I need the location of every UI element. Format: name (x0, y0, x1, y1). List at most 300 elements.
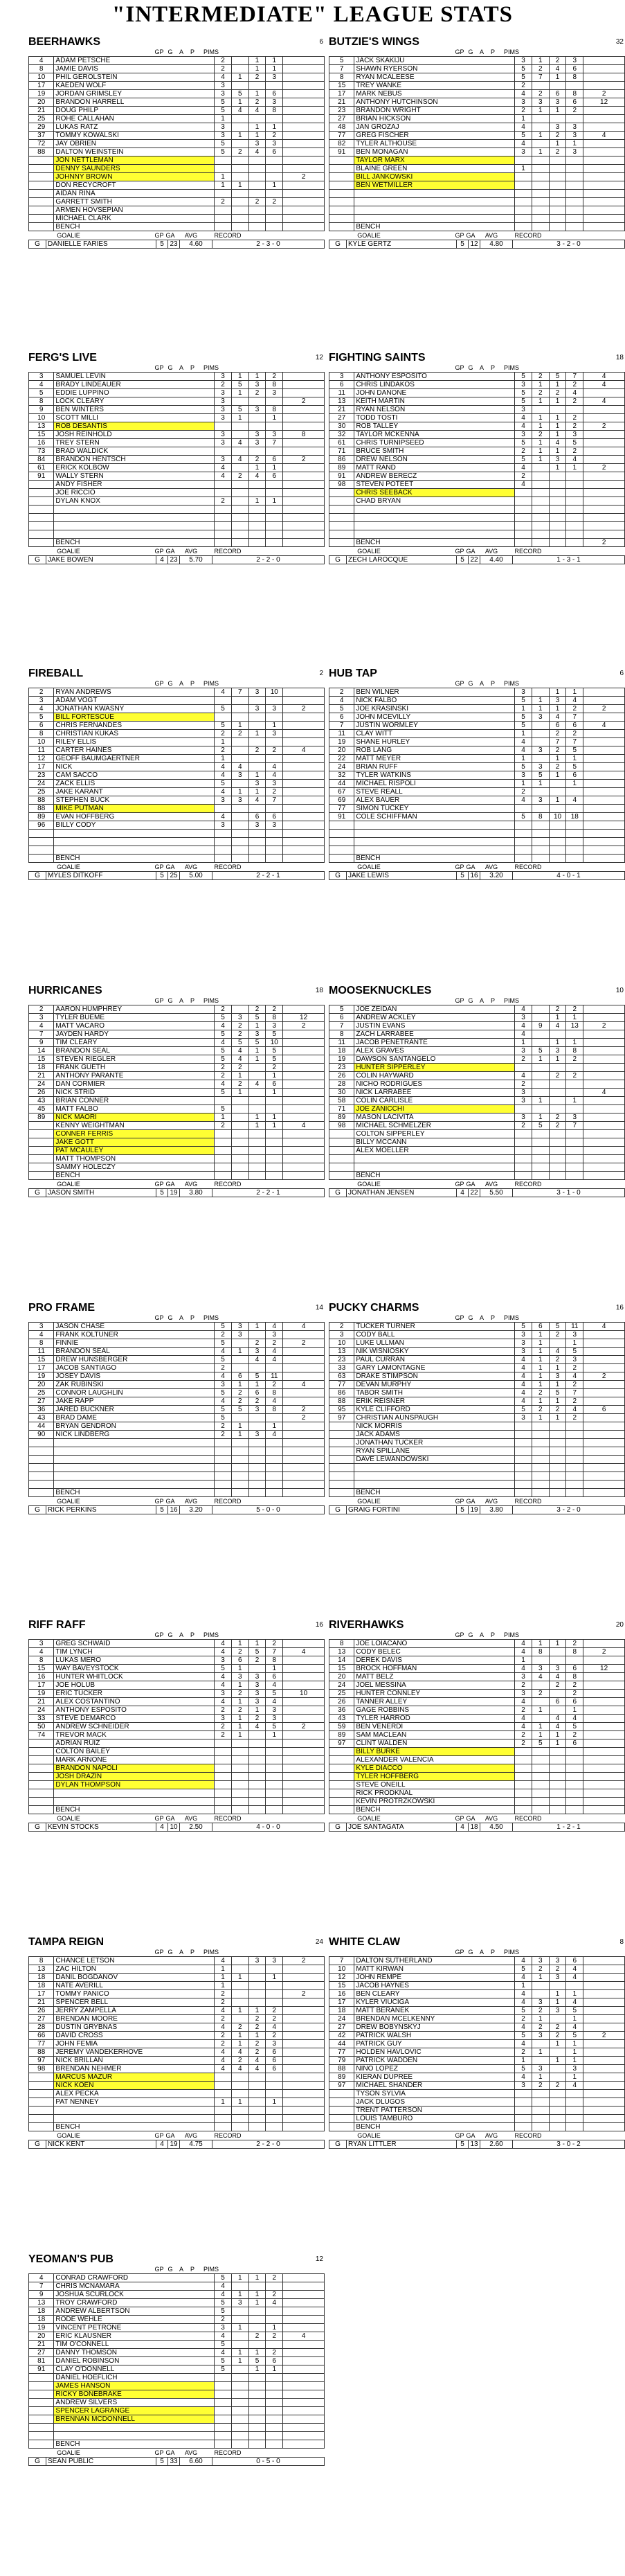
player-name: BENCH (354, 539, 515, 547)
points (566, 830, 583, 838)
penalty-minutes (283, 713, 325, 722)
jersey-number: 10 (29, 738, 54, 746)
goalie-games-played: 5 (457, 240, 469, 249)
jersey-number: 71 (329, 1105, 354, 1113)
goals: 1 (532, 2048, 549, 2057)
goals: 1 (532, 1731, 549, 1739)
points (266, 805, 283, 813)
penalty-minutes (583, 1739, 625, 1748)
games-played: 4 (515, 746, 532, 755)
assists (549, 215, 566, 223)
column-header-a: A (179, 1949, 183, 1956)
player-row (29, 1706, 325, 1715)
player-row (329, 780, 625, 788)
assists: 1 (248, 2291, 266, 2299)
player-name: CODY BELEC (354, 1648, 515, 1656)
goals (532, 2040, 549, 2048)
player-row (329, 1648, 625, 1656)
column-header-g: G (468, 364, 473, 371)
penalty-minutes: 2 (283, 1406, 325, 1414)
column-header-a: A (179, 364, 183, 371)
assists (549, 1339, 566, 1348)
games-played: 2 (215, 497, 232, 506)
player-name: CHRIS SEEBACK (354, 489, 515, 497)
goals: 1 (231, 1731, 248, 1739)
penalty-minutes (283, 414, 325, 422)
penalty-minutes (583, 1781, 625, 1789)
jersey-number: 43 (29, 1097, 54, 1105)
player-row (29, 1957, 325, 1965)
goalie-header-gp: GP (455, 1498, 464, 1505)
goals: 1 (532, 780, 549, 788)
player-row (29, 148, 325, 156)
goals (231, 813, 248, 821)
goals: 1 (231, 98, 248, 107)
player-row (29, 2390, 325, 2399)
assists: 6 (549, 90, 566, 98)
player-name (54, 2107, 215, 2115)
player-row (329, 688, 625, 697)
player-row (329, 2115, 625, 2123)
points (266, 1172, 283, 1180)
assists: 3 (549, 98, 566, 107)
player-name: JONATHAN KWASNY (54, 705, 215, 713)
player-name: BEN CLEARY (354, 1990, 515, 1998)
jersey-number (29, 1764, 54, 1773)
penalty-minutes (583, 688, 625, 697)
player-name: STEPHEN BUCK (54, 796, 215, 805)
player-name: NINO LOPEZ (354, 2065, 515, 2073)
player-row (29, 1005, 325, 1014)
player-row (29, 1456, 325, 1464)
points (266, 481, 283, 489)
player-name: HUNTER SIPPERLEY (354, 1064, 515, 1072)
games-played (215, 530, 232, 539)
points: 1 (566, 1706, 583, 1715)
jersey-number: 91 (329, 148, 354, 156)
goalie-header-avg: AVG (484, 1498, 498, 1505)
goals (231, 206, 248, 215)
penalty-minutes (583, 1673, 625, 1681)
points (266, 539, 283, 547)
player-name: STEVEN RIEGLER (54, 1055, 215, 1064)
games-played (515, 1472, 532, 1481)
player-row (29, 1640, 325, 1648)
penalty-minutes (283, 1039, 325, 1047)
goals (532, 123, 549, 132)
player-row (29, 2123, 325, 2131)
penalty-minutes (283, 2115, 325, 2123)
team-points: 10 (615, 987, 624, 994)
points (266, 422, 283, 431)
penalty-minutes: 2 (283, 1022, 325, 1030)
assists (248, 2082, 266, 2090)
goals (231, 855, 248, 863)
assists (549, 1656, 566, 1665)
jersey-number (29, 489, 54, 497)
points (266, 1147, 283, 1155)
penalty-minutes (583, 173, 625, 181)
jersey-number (29, 1147, 54, 1155)
goals (532, 1472, 549, 1481)
points (566, 1089, 583, 1097)
games-played (515, 1789, 532, 1798)
points: 2 (266, 2274, 283, 2282)
goalie-games-played: 5 (156, 2458, 168, 2466)
points: 13 (566, 1022, 583, 1030)
goalie-header-record: RECORD (514, 1498, 542, 1505)
goals: 5 (231, 381, 248, 389)
points (566, 1422, 583, 1431)
games-played: 3 (515, 381, 532, 389)
penalty-minutes (283, 198, 325, 206)
jersey-number: 3 (29, 1014, 54, 1022)
player-name: SAM MACLEAN (354, 1731, 515, 1739)
column-header-gp: GP (154, 680, 164, 687)
points: 1 (266, 1974, 283, 1982)
games-played (215, 489, 232, 497)
goals (231, 1781, 248, 1789)
penalty-minutes (283, 1806, 325, 1814)
column-header-p: P (490, 364, 495, 371)
assists (248, 838, 266, 846)
goals (231, 2415, 248, 2424)
penalty-minutes (283, 1781, 325, 1789)
games-played (515, 223, 532, 231)
penalty-minutes: 2 (283, 1990, 325, 1998)
player-name: MICHAEL RISPOLI (354, 780, 515, 788)
points (566, 472, 583, 481)
penalty-minutes (283, 796, 325, 805)
assists: 4 (248, 148, 266, 156)
player-name: TYLER ALTHOUSE (354, 140, 515, 148)
player-row (329, 2015, 625, 2023)
goals (231, 1155, 248, 1163)
player-name: DYLAN THOMPSON (54, 1781, 215, 1789)
player-name: ERIC KLAUSNER (54, 2332, 215, 2341)
assists: 1 (248, 373, 266, 381)
jersey-number (329, 223, 354, 231)
goals (532, 830, 549, 838)
assists (549, 165, 566, 173)
points (266, 2073, 283, 2082)
column-header-gp: GP (154, 48, 164, 55)
player-name: BENCH (54, 2440, 215, 2449)
penalty-minutes (283, 1489, 325, 1497)
games-played: 4 (515, 90, 532, 98)
jersey-number (29, 1122, 54, 1130)
player-row (29, 2065, 325, 2073)
player-name: JEREMY VANDEKERHOVE (54, 2048, 215, 2057)
games-played (515, 1138, 532, 1147)
penalty-minutes (583, 1030, 625, 1039)
player-name: LOCK CLEARY (54, 397, 215, 406)
points (566, 1080, 583, 1089)
games-played (215, 1756, 232, 1764)
penalty-minutes (583, 2048, 625, 2057)
points: 3 (566, 1113, 583, 1122)
assists (549, 1138, 566, 1147)
column-header-pims: PIMS (203, 2266, 219, 2273)
penalty-minutes (283, 447, 325, 456)
player-row (329, 1414, 625, 1422)
jersey-number: 7 (329, 1957, 354, 1965)
games-played: 3 (515, 148, 532, 156)
goalie-row (29, 556, 325, 564)
player-row (29, 780, 325, 788)
assists (549, 1155, 566, 1163)
goals (231, 2307, 248, 2316)
points: 2 (566, 381, 583, 389)
player-name: BENCH (54, 2123, 215, 2131)
goals (532, 206, 549, 215)
games-played: 4 (515, 1072, 532, 1080)
goals (532, 115, 549, 123)
player-name: ADAM PETSCHE (54, 57, 215, 65)
penalty-minutes (283, 1656, 325, 1665)
jersey-number: 63 (329, 1372, 354, 1381)
goals (231, 123, 248, 132)
goalie-header-record: RECORD (214, 1815, 242, 1822)
assists: 5 (248, 1039, 266, 1047)
player-row (29, 431, 325, 439)
goals-against: 12 (469, 240, 480, 249)
jersey-number: 69 (329, 796, 354, 805)
goals (231, 1764, 248, 1773)
player-row (29, 2040, 325, 2048)
goalie-header-avg: AVG (184, 1815, 198, 1822)
assists: 1 (549, 705, 566, 713)
assists (248, 522, 266, 530)
games-played: 2 (515, 788, 532, 796)
points (266, 1756, 283, 1764)
points: 5 (266, 1030, 283, 1039)
column-header-g: G (167, 1631, 173, 1638)
penalty-minutes: 4 (283, 1323, 325, 1331)
goals: 1 (231, 2324, 248, 2332)
player-name: BENCH (54, 223, 215, 231)
assists: 1 (248, 123, 266, 132)
games-played (515, 1489, 532, 1497)
jersey-number: 98 (29, 2065, 54, 2073)
player-row (29, 414, 325, 422)
penalty-minutes (583, 2123, 625, 2131)
jersey-number: 18 (29, 1064, 54, 1072)
penalty-minutes (283, 2291, 325, 2299)
player-name: ANTHONY PARANTE (54, 1072, 215, 1080)
player-row (29, 1113, 325, 1122)
jersey-number: 23 (329, 107, 354, 115)
player-row (29, 1072, 325, 1080)
player-row (329, 1422, 625, 1431)
assists: 1 (549, 464, 566, 472)
player-row (29, 1748, 325, 1756)
player-name (354, 530, 515, 539)
goals (231, 1105, 248, 1113)
assists (248, 1789, 266, 1798)
player-row (29, 82, 325, 90)
games-played: 5 (215, 1339, 232, 1348)
games-played (215, 422, 232, 431)
goals (231, 522, 248, 530)
player-name: ALEX COSTANTINO (54, 1698, 215, 1706)
goals: 2 (231, 472, 248, 481)
games-played: 2 (215, 1122, 232, 1130)
player-name: KYLE DIACCO (354, 1764, 515, 1773)
assists: 2 (248, 1005, 266, 1014)
player-name: BRENDAN MOORE (54, 2015, 215, 2023)
points: 4 (266, 771, 283, 780)
player-row (29, 506, 325, 514)
goals: 1 (231, 389, 248, 397)
penalty-minutes (283, 2390, 325, 2399)
jersey-number: 86 (329, 1389, 354, 1397)
penalty-minutes (283, 481, 325, 489)
player-name: JAMES HANSON (54, 2382, 215, 2390)
jersey-number: 4 (29, 1648, 54, 1656)
penalty-minutes (283, 1998, 325, 2007)
jersey-number: 21 (29, 107, 54, 115)
goalie-header-gp: GP (154, 1181, 164, 1188)
goals (231, 2332, 248, 2341)
points (266, 846, 283, 855)
goalie-header-gp: GP (455, 232, 464, 239)
jersey-number: 4 (29, 57, 54, 65)
team-block (329, 352, 625, 564)
games-played: 5 (215, 722, 232, 730)
goals (231, 506, 248, 514)
player-name: BEN VENERDI (354, 1723, 515, 1731)
points: 8 (566, 1648, 583, 1656)
games-played (515, 156, 532, 165)
jersey-number: 21 (29, 2341, 54, 2349)
column-header-pims: PIMS (203, 1314, 219, 1321)
goals (532, 1982, 549, 1990)
column-header-pims: PIMS (203, 48, 219, 55)
games-played: 5 (215, 1665, 232, 1673)
games-played: 5 (515, 2032, 532, 2040)
goals: 3 (532, 98, 549, 107)
goals: 3 (532, 746, 549, 755)
column-header-g: G (167, 364, 173, 371)
jersey-number: 44 (29, 1422, 54, 1431)
jersey-number: 18 (29, 1982, 54, 1990)
jersey-number: 13 (29, 422, 54, 431)
player-name: AARON HUMPHREY (54, 1005, 215, 1014)
games-played: 5 (215, 98, 232, 107)
penalty-minutes (583, 1764, 625, 1773)
goals: 2 (532, 1389, 549, 1397)
points (566, 1431, 583, 1439)
goals: 4 (231, 2065, 248, 2073)
penalty-minutes: 2 (583, 1372, 625, 1381)
column-header-gp: GP (455, 1631, 464, 1638)
player-name: RICK PRODKNAL (354, 1789, 515, 1798)
penalty-minutes (583, 181, 625, 190)
player-row (329, 156, 625, 165)
penalty-minutes (283, 514, 325, 522)
assists (248, 2432, 266, 2440)
goalie-row (29, 1189, 325, 1197)
team-block (28, 1619, 325, 1832)
assists: 1 (549, 1055, 566, 1064)
points: 7 (566, 713, 583, 722)
points: 2 (566, 414, 583, 422)
assists: 2 (248, 1339, 266, 1348)
goals (231, 489, 248, 497)
goalie-header-ga: GA (165, 1181, 175, 1188)
player-name: ROB DESANTIS (54, 422, 215, 431)
points: 3 (266, 98, 283, 107)
points: 6 (266, 1080, 283, 1089)
assists (549, 846, 566, 855)
player-name: JAY OBRIEN (54, 140, 215, 148)
points: 3 (566, 1331, 583, 1339)
goals (231, 2424, 248, 2432)
goalie-header (28, 2131, 325, 2140)
player-row (329, 481, 625, 489)
goals (231, 422, 248, 431)
player-name: DREW BOBYNSKYJ (354, 2023, 515, 2032)
points: 1 (266, 1122, 283, 1130)
player-row (29, 1422, 325, 1431)
penalty-minutes (283, 1706, 325, 1715)
goals (532, 2123, 549, 2131)
goalie-header-avg: AVG (484, 1181, 498, 1188)
player-row (29, 1080, 325, 1089)
player-row (29, 140, 325, 148)
jersey-number (329, 855, 354, 863)
penalty-minutes (583, 1055, 625, 1064)
player-name: BRADY LINDEAUER (54, 381, 215, 389)
penalty-minutes (283, 530, 325, 539)
assists (549, 2123, 566, 2131)
player-name (54, 522, 215, 530)
jersey-number: 3 (29, 1640, 54, 1648)
goals: 4 (231, 439, 248, 447)
jersey-number (29, 1447, 54, 1456)
player-row (29, 1414, 325, 1422)
penalty-minutes (583, 1472, 625, 1481)
roster-table (28, 56, 325, 231)
points (566, 481, 583, 489)
assists (248, 1089, 266, 1097)
goals (231, 464, 248, 472)
goals: 1 (532, 447, 549, 456)
games-played (515, 506, 532, 514)
points: 2 (266, 198, 283, 206)
jersey-number: 88 (29, 2048, 54, 2057)
goalie-header-goalie: GOALIE (57, 232, 80, 239)
points: 3 (266, 140, 283, 148)
games-played (215, 2107, 232, 2115)
points (566, 1172, 583, 1180)
assists: 3 (248, 821, 266, 830)
player-name: ANTHONY ESPOSITO (354, 373, 515, 381)
assists (248, 1414, 266, 1422)
penalty-minutes (283, 90, 325, 98)
player-name: DALTON WEINSTEIN (54, 148, 215, 156)
jersey-number: 7 (29, 1030, 54, 1039)
player-row (329, 165, 625, 173)
player-name: JOHNNY BROWN (54, 173, 215, 181)
player-name: PAUL CURRAN (354, 1356, 515, 1364)
goalie-mark: G (29, 1506, 46, 1514)
assists (549, 190, 566, 198)
assists: 1 (549, 771, 566, 780)
assists (248, 1464, 266, 1472)
jersey-number: 25 (29, 788, 54, 796)
